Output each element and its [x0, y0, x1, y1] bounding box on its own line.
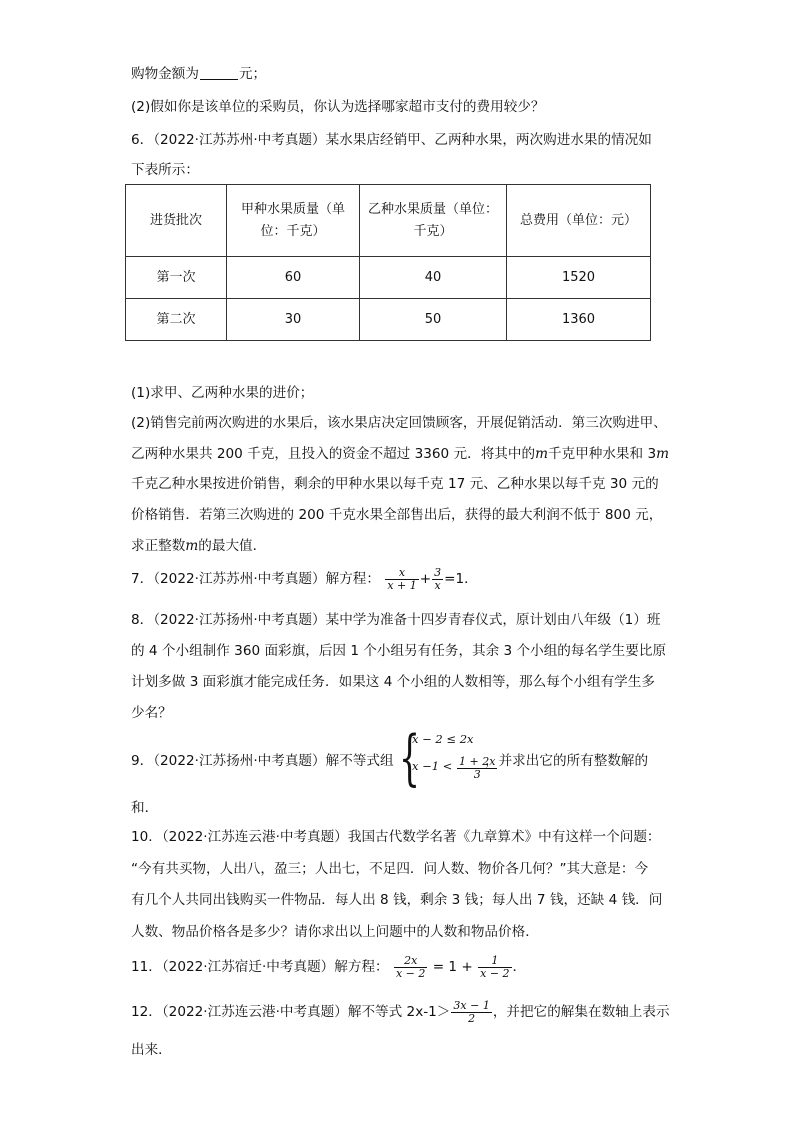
fraction: $\frac{1}{x - 2}$	[480, 953, 510, 980]
table-row	[126, 299, 651, 341]
q6-part2-l2: 乙两种水果共 200 千克，且投入的资金不超过 3360 元．将其中的m千克甲种水果和 3m	[131, 446, 669, 462]
q5-part2: (2)假如你是该单位的采购员，你认为选择哪家超市支付的费用较少？	[131, 99, 545, 115]
table-header-row	[126, 185, 651, 257]
q10-l3: 有几个人共同出钱购买一件物品．每人出 8 钱，剩余 3 钱；每人出 7 钱，还缺 4 钱．问	[131, 892, 663, 908]
q10-l1: 10．（2022·江苏连云港·中考真题）我国古代数学名著《九章算术》中有这样一个问题：	[131, 829, 661, 845]
text: 购物金额为	[131, 66, 199, 82]
fraction: $\frac{2x}{x - 2}$	[395, 953, 426, 980]
header-batch: 进货批次	[126, 185, 227, 257]
q6-part1: (1)求甲、乙两种水果的进价；	[131, 385, 314, 401]
q8-l4: 少名？	[131, 705, 172, 721]
fraction: $\frac{3}{x}$	[434, 565, 442, 592]
cell-batch: 第一次	[126, 257, 227, 299]
q9-after: ，并求出它的所有整数解的	[485, 753, 649, 769]
inequality-system: { x − 2 ≤ 2x x −1 < $\frac{1 + 2x}{3}$	[399, 723, 496, 793]
q6-part2-l4: 价格销售．若第三次购进的 200 千克水果全部售出后，获得的最大利润不低于 800 元，	[131, 507, 663, 523]
fraction: $\frac{1 + 2x}{3}$	[459, 755, 496, 781]
header-fruit-b: 乙种水果质量（单位： 千克）	[360, 185, 507, 257]
cell-b: 50	[360, 299, 507, 341]
q12: 12．（2022·江苏连云港·中考真题）解不等式 2x-1＞ $\frac{3x - 1}{2}$ ，并把它的解集在数轴上表示	[131, 998, 670, 1025]
fraction: $\frac{x}{x + 1}$	[387, 565, 417, 592]
q10-l4: 人数、物品价格各是多少？请你求出以上问题中的人数和物品价格．	[131, 924, 539, 940]
q11: 11．（2022·江苏宿迁·中考真题）解方程： $\frac{2x}{x - 2}$ = 1 + $\frac{1}{x - 2}$ ．	[131, 953, 527, 980]
q6-part2: (2)销售完前两次购进的水果后，该水果店决定回馈顾客，开展促销活动．第三次购进甲、	[131, 415, 667, 431]
cell-b: 40	[360, 257, 507, 299]
q6-part2-l5: 求正整数m的最大值．	[131, 538, 267, 554]
q8-l2: 的 4 个小组制作 360 面彩旗，后因 1 个小组另有任务，其余 3 个小组的每名学生要比原	[131, 643, 667, 659]
cell-a: 60	[227, 257, 360, 299]
q5-continuation	[131, 64, 266, 84]
q6-part2-l3: 千克乙种水果按进价销售，剩余的甲种水果以每千克 17 元、乙种水果以每千克 30 元的	[131, 476, 659, 492]
table-row	[126, 257, 651, 299]
cell-cost: 1520	[507, 257, 651, 299]
q7: 7．（2022·江苏苏州·中考真题）解方程： $\frac{x}{x + 1}$ + $\frac{3}{x}$ =1．	[131, 565, 478, 592]
q8-l1: 8．（2022·江苏扬州·中考真题）某中学为准备十四岁青春仪式，原计划由八年级（1）班	[131, 612, 661, 628]
q9-l2: 和．	[131, 800, 159, 816]
cell-batch: 第二次	[126, 299, 227, 341]
q10-l2: “今有共买物，人出八，盈三；人出七，不足四．问人数、物价各几何？”其大意是：今	[131, 861, 649, 877]
left-brace: {	[399, 723, 421, 793]
fraction: $\frac{3x - 1}{2}$	[453, 998, 490, 1025]
cell-a: 30	[227, 299, 360, 341]
text: 元；	[238, 66, 267, 82]
header-cost: 总费用（单位：元）	[507, 185, 651, 257]
q6-stem-cont: 下表所示：	[131, 162, 199, 178]
q12-l2: 出来．	[131, 1042, 172, 1058]
header-fruit-a: 甲种水果质量（单 位：千克）	[227, 185, 360, 257]
q9-text: 9．（2022·江苏扬州·中考真题）解不等式组	[131, 753, 394, 769]
q8-l3: 计划多做 3 面彩旗才能完成任务．如果这 4 个小组的人数相等，那么每个小组有学生多	[131, 674, 655, 690]
q6-stem: 6．（2022·江苏苏州·中考真题）某水果店经销甲、乙两种水果，两次购进水果的情况如	[131, 132, 652, 148]
answer-blank	[200, 65, 238, 80]
cell-cost: 1360	[507, 299, 651, 341]
purchase-table	[125, 184, 651, 341]
